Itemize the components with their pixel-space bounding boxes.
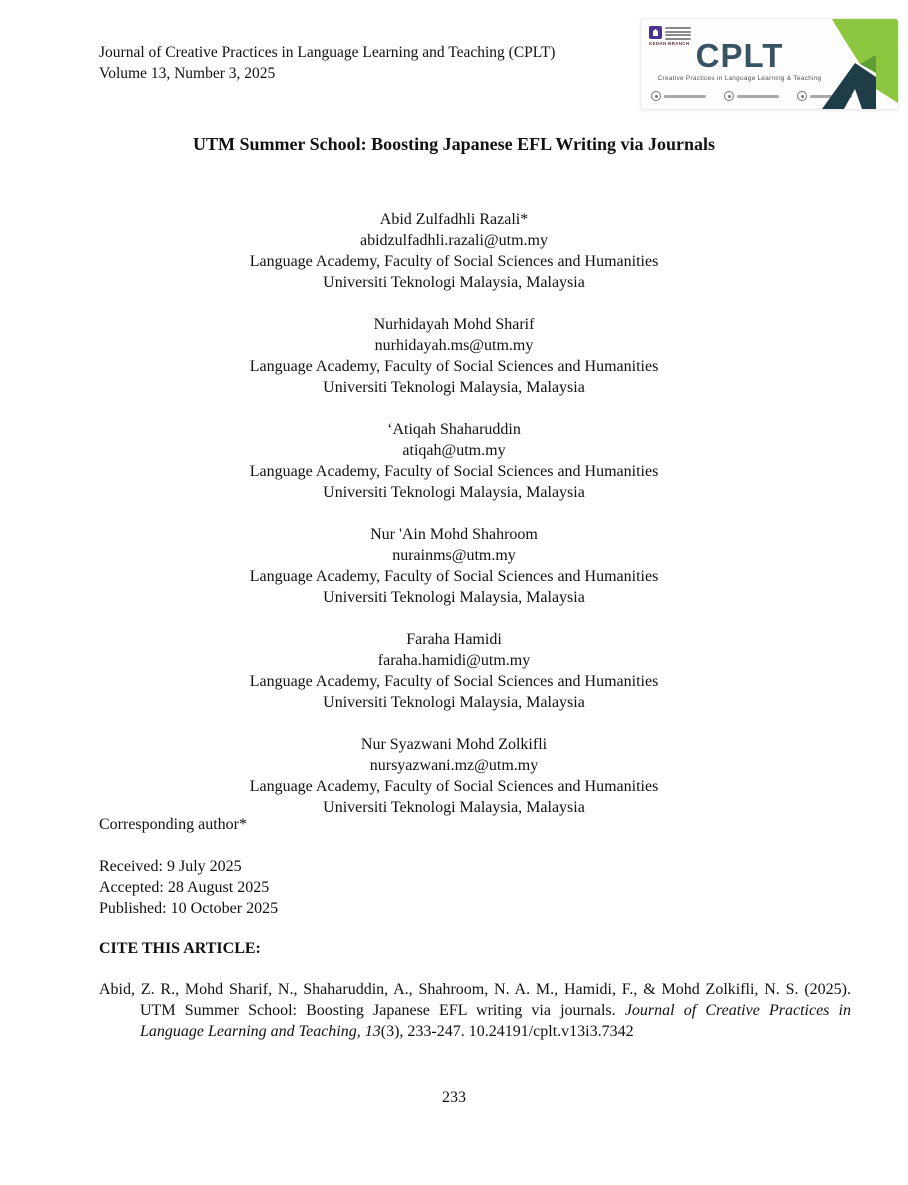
journal-header bbox=[99, 42, 555, 84]
author-block bbox=[0, 524, 908, 608]
email-icon bbox=[797, 91, 807, 101]
article-dates bbox=[99, 856, 278, 919]
author-affiliation: Language Academy, Faculty of Social Sciences and Humanities bbox=[249, 778, 659, 795]
author-name: Nurhidayah Mohd Sharif bbox=[373, 316, 535, 333]
website-text-blur bbox=[737, 95, 779, 98]
author-block bbox=[0, 629, 908, 713]
citation-journal-italic: Journal of Creative Practices in Language Learning and Teaching, 13 bbox=[140, 1002, 851, 1040]
author-affiliation: Language Academy, Faculty of Social Sciences and Humanities bbox=[249, 463, 659, 480]
website-item bbox=[724, 91, 779, 101]
author-affiliation: Language Academy, Faculty of Social Sciences and Humanities bbox=[249, 568, 659, 585]
author-university: Universiti Teknologi Malaysia, Malaysia bbox=[323, 379, 585, 396]
website-icon bbox=[724, 91, 734, 101]
author-block bbox=[0, 419, 908, 503]
journal-name: Journal of Creative Practices in Language Learning and Teaching (CPLT) bbox=[99, 44, 556, 61]
article-title: UTM Summer School: Boosting Japanese EFL Writing via Journals bbox=[192, 134, 716, 154]
author-block bbox=[0, 209, 908, 293]
issn-icon bbox=[651, 91, 661, 101]
author-name: ‘Atiqah Shaharuddin bbox=[387, 421, 521, 438]
author-block bbox=[0, 734, 908, 818]
accepted-date: Accepted: 28 August 2025 bbox=[99, 879, 270, 896]
received-date: Received: 9 July 2025 bbox=[99, 858, 242, 875]
author-name: Abid Zulfadhli Razali* bbox=[379, 211, 529, 228]
author-affiliation: Language Academy, Faculty of Social Sciences and Humanities bbox=[249, 253, 659, 270]
author-block bbox=[0, 314, 908, 398]
citation-part1: Abid, Z. R., Mohd Sharif, N., Shaharuddin, A., Shahroom, N. A. M., Hamidi, F., & Mohd Zolkifli, N. S. (2025). UTM Summer School: Boosting Japanese EFL writing via journals. bbox=[99, 981, 851, 1019]
logo-arrow-graphic bbox=[820, 19, 898, 109]
published-date: Published: 10 October 2025 bbox=[99, 900, 279, 917]
author-university: Universiti Teknologi Malaysia, Malaysia bbox=[323, 799, 585, 816]
author-name: Nur Syazwani Mohd Zolkifli bbox=[360, 736, 548, 753]
author-university: Universiti Teknologi Malaysia, Malaysia bbox=[323, 484, 585, 501]
author-email: atiqah@utm.my bbox=[402, 442, 506, 459]
corresponding-author-note: Corresponding author* bbox=[99, 816, 247, 833]
issn-item bbox=[651, 91, 706, 101]
citation-part2: (3), 233-247. 10.24191/cplt.v13i3.7342 bbox=[380, 1023, 634, 1040]
journal-volume: Volume 13, Number 3, 2025 bbox=[99, 65, 276, 82]
author-university: Universiti Teknologi Malaysia, Malaysia bbox=[323, 589, 585, 606]
cplt-wordmark: CPLT bbox=[695, 37, 784, 74]
author-email: nursyazwani.mz@utm.my bbox=[369, 757, 539, 774]
uitm-crest-icon bbox=[649, 26, 662, 39]
author-name: Nur 'Ain Mohd Shahroom bbox=[370, 526, 538, 543]
uitm-logo bbox=[649, 26, 691, 40]
author-email: nurhidayah.ms@utm.my bbox=[374, 337, 534, 354]
author-email: nurainms@utm.my bbox=[392, 547, 516, 564]
uitm-branch-label: KEDAH BRANCH bbox=[649, 41, 690, 46]
author-affiliation: Language Academy, Faculty of Social Sciences and Humanities bbox=[249, 673, 659, 690]
author-university: Universiti Teknologi Malaysia, Malaysia bbox=[323, 694, 585, 711]
author-list bbox=[0, 209, 908, 839]
author-name: Faraha Hamidi bbox=[406, 631, 502, 648]
journal-logo-banner bbox=[640, 18, 899, 110]
author-university: Universiti Teknologi Malaysia, Malaysia bbox=[323, 274, 585, 291]
author-email: abidzulfadhli.razali@utm.my bbox=[359, 232, 548, 249]
citation-text bbox=[99, 979, 851, 1042]
page-number: 233 bbox=[442, 1089, 466, 1106]
cplt-tagline: Creative Practices in Language Learning & Teaching bbox=[657, 75, 822, 82]
author-affiliation: Language Academy, Faculty of Social Sciences and Humanities bbox=[249, 358, 659, 375]
author-email: faraha.hamidi@utm.my bbox=[377, 652, 531, 669]
uitm-name-text-blur bbox=[665, 26, 691, 40]
issn-text-blur bbox=[664, 95, 706, 98]
cite-this-article-heading: CITE THIS ARTICLE: bbox=[99, 940, 261, 957]
